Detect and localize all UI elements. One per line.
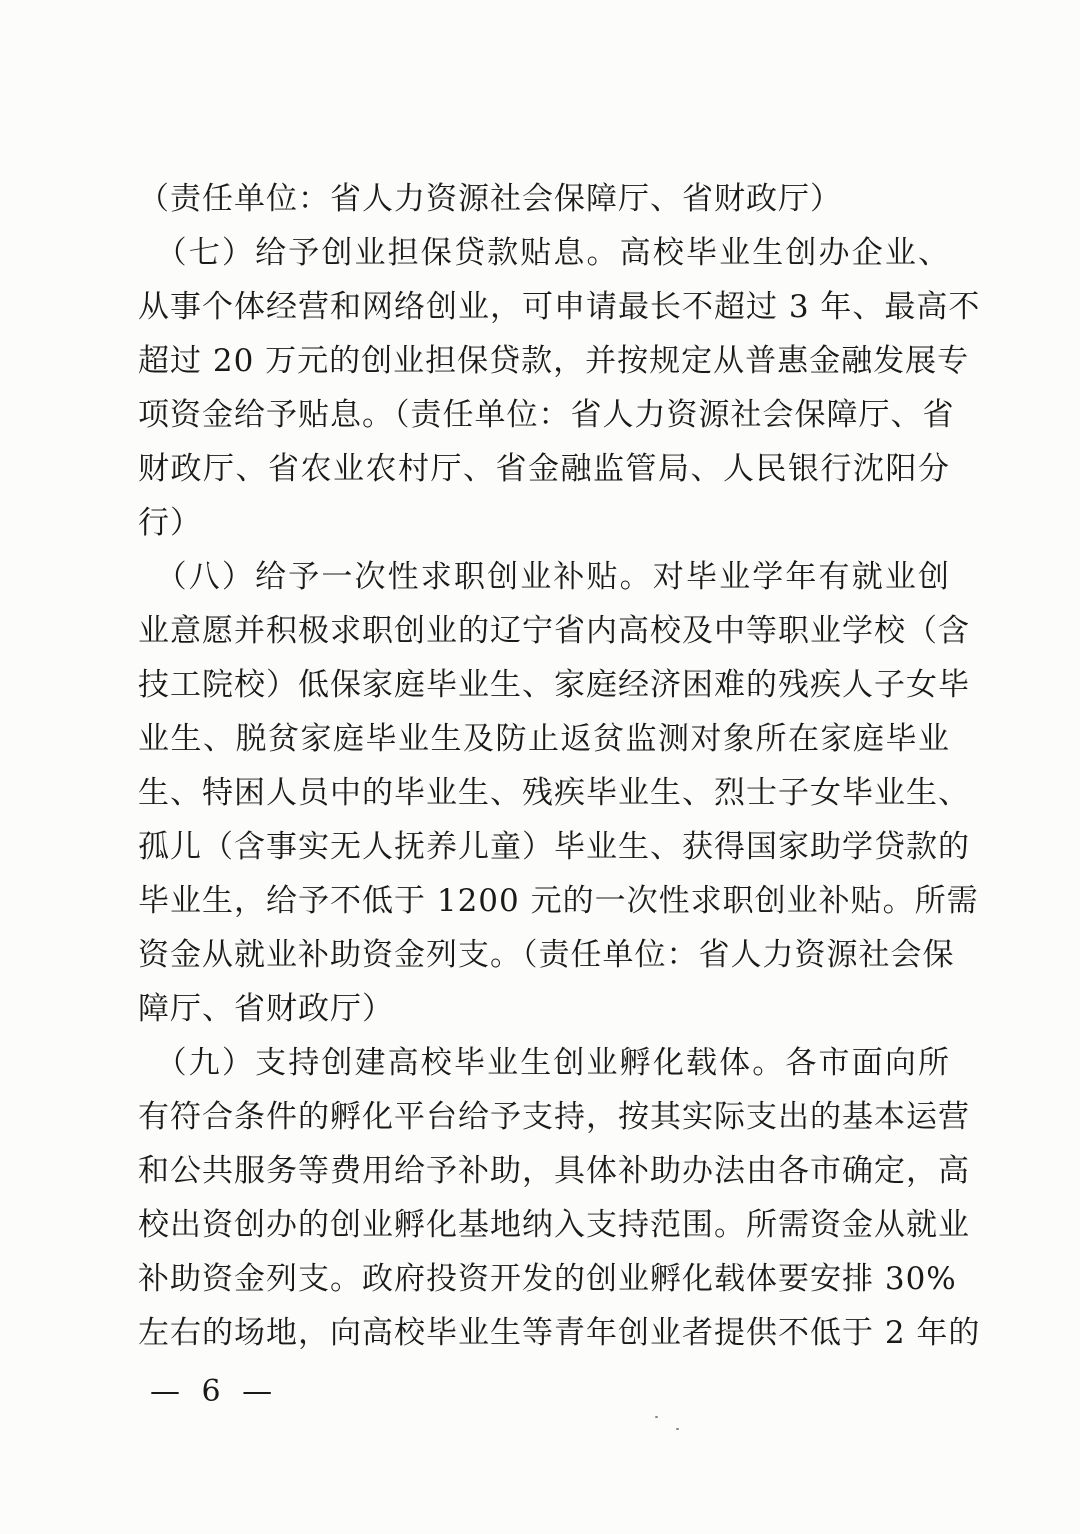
text-line: 业生、脱贫家庭毕业生及防止返贫监测对象所在家庭毕业 (138, 721, 950, 757)
text-line: （责任单位：省人力资源社会保障厅、省财政厅） (138, 181, 842, 217)
text-line: 资金从就业补助资金列支。（责任单位：省人力资源社会保 (138, 937, 955, 973)
text-line: 从事个体经营和网络创业，可申请最长不超过 3 年、最高不 (138, 289, 981, 325)
text-line: 和公共服务等费用给予补助，具体补助办法由各市确定，高 (138, 1153, 970, 1189)
body-text (138, 172, 981, 1360)
scan-speck (676, 1428, 679, 1430)
text-line: 孤儿（含事实无人抚养儿童）毕业生、获得国家助学贷款的 (138, 829, 970, 865)
text-line: 生、特困人员中的毕业生、残疾毕业生、烈士子女毕业生、 (138, 775, 970, 811)
text-line: （九）支持创建高校毕业生创业孵化载体。各市面向所 (138, 1045, 950, 1081)
text-line: 补助资金列支。政府投资开发的创业孵化载体要安排 30% (138, 1261, 957, 1297)
scan-speck (655, 1416, 658, 1418)
text-line: （八）给予一次性求职创业补贴。对毕业学年有就业创 (138, 559, 950, 595)
text-line: （七）给予创业担保贷款贴息。高校毕业生创办企业、 (138, 235, 950, 271)
text-line: 项资金给予贴息。（责任单位：省人力资源社会保障厅、省 (138, 397, 955, 433)
text-line: 业意愿并积极求职创业的辽宁省内高校及中等职业学校（含 (138, 613, 970, 649)
text-line: 左右的场地，向高校毕业生等青年创业者提供不低于 2 年的 (138, 1315, 981, 1351)
text-line: 障厅、省财政厅） (138, 991, 394, 1027)
text-line: 行） (138, 505, 202, 541)
text-line: 财政厅、省农业农村厅、省金融监管局、人民银行沈阳分 (138, 451, 950, 487)
text-line: 有符合条件的孵化平台给予支持，按其实际支出的基本运营 (138, 1099, 970, 1135)
text-line: 超过 20 万元的创业担保贷款，并按规定从普惠金融发展专 (138, 343, 970, 379)
text-line: 技工院校）低保家庭毕业生、家庭经济困难的残疾人子女毕 (138, 667, 970, 703)
text-line: 毕业生，给予不低于 1200 元的一次性求职创业补贴。所需 (138, 883, 979, 919)
page-number: — 6 — (150, 1374, 279, 1409)
text-line: 校出资创办的创业孵化基地纳入支持范围。所需资金从就业 (138, 1207, 970, 1243)
